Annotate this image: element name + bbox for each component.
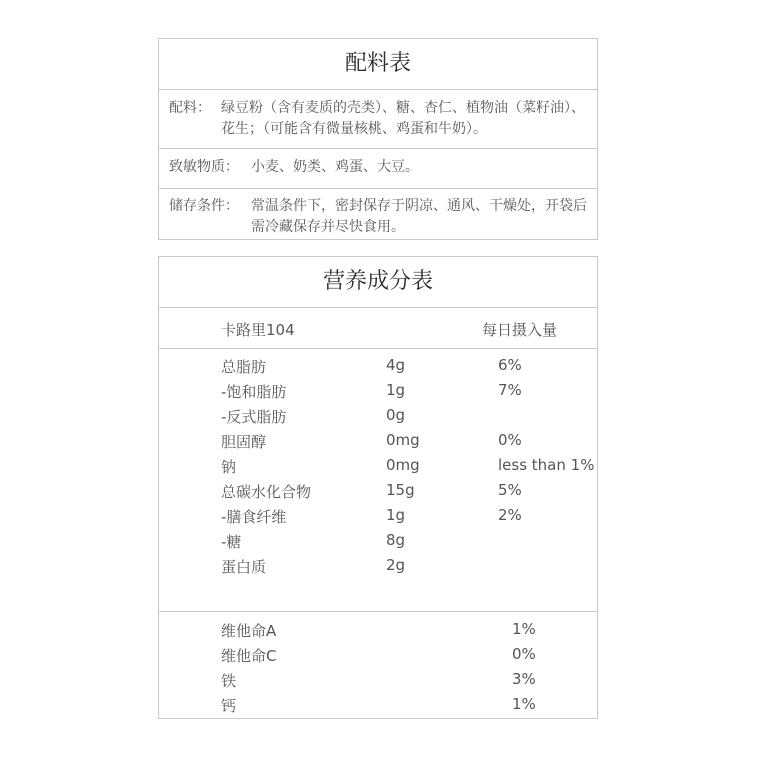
- nutrient-row: [159, 506, 597, 531]
- nutrient-percent: 0%: [498, 431, 522, 449]
- nutrient-percent: 2%: [498, 506, 522, 524]
- nutrient-row: [159, 431, 597, 456]
- nutrient-row: [159, 531, 597, 556]
- vitamin-percent: 1%: [512, 695, 536, 713]
- vitamin-row: [159, 620, 597, 645]
- nutrient-amount: 8g: [386, 531, 406, 549]
- vitamin-percent: 1%: [512, 620, 536, 638]
- nutrient-row: [159, 556, 597, 581]
- nutrient-row: [159, 406, 597, 431]
- ingredients-label: 配料：: [169, 100, 211, 116]
- ingredients-value: 绿豆粉（含有麦质的壳类）、糖、杏仁、植物油（菜籽油）、花生；（可能含有微量核桃、鸡蛋和牛奶）。: [221, 100, 585, 137]
- nutrient-name: 胆固醇: [221, 433, 267, 451]
- nutrient-row: [159, 481, 597, 506]
- vitamin-row: [159, 670, 597, 695]
- nutrient-amount: 1g: [386, 381, 406, 399]
- nutrient-name: -反式脂肪: [221, 408, 287, 426]
- allergens-label: 致敏物质：: [169, 159, 239, 175]
- allergens-value: 小麦、奶类、鸡蛋、大豆。: [251, 159, 419, 175]
- nutrition-title: 营养成分表: [159, 257, 597, 308]
- nutrient-percent: less than 1%: [498, 456, 595, 474]
- nutrient-name: -膳食纤维: [221, 508, 287, 526]
- nutrient-name: 总碳水化合物: [221, 483, 312, 501]
- nutrient-amount: 4g: [386, 356, 406, 374]
- nutrition-table: [158, 256, 598, 719]
- ingredients-table: [158, 38, 598, 240]
- vitamin-name: 铁: [221, 672, 237, 690]
- nutrient-name: -糖: [221, 533, 242, 551]
- nutrient-amount: 0mg: [386, 456, 420, 474]
- storage-row: [159, 189, 597, 238]
- allergens-row: [159, 149, 597, 189]
- nutrient-amount: 0mg: [386, 431, 420, 449]
- vitamin-name: 钙: [221, 697, 237, 715]
- nutrient-percent: 6%: [498, 356, 522, 374]
- calories-label: 卡路里104: [221, 321, 295, 339]
- daily-value-label: 每日摄入量: [482, 321, 558, 339]
- nutrient-row: [159, 456, 597, 481]
- nutrient-row: [159, 381, 597, 406]
- vitamin-percent: 0%: [512, 645, 536, 663]
- vitamin-name: 维他命A: [221, 622, 277, 640]
- nutrient-name: -饱和脂肪: [221, 383, 287, 401]
- ingredients-row: [159, 90, 597, 149]
- nutrient-list: [159, 349, 597, 612]
- nutrient-amount: 15g: [386, 481, 415, 499]
- storage-value: 常温条件下，密封保存于阴凉、通风、干燥处，开袋后需冷藏保存并尽快食用。: [251, 198, 587, 235]
- nutrient-name: 钠: [221, 458, 237, 476]
- vitamin-row: [159, 645, 597, 670]
- nutrient-name: 总脂肪: [221, 358, 267, 376]
- nutrient-amount: 1g: [386, 506, 406, 524]
- nutrient-amount: 2g: [386, 556, 406, 574]
- nutrient-percent: 5%: [498, 481, 522, 499]
- vitamin-row: [159, 695, 597, 720]
- nutrient-row: [159, 356, 597, 381]
- nutrient-name: 蛋白质: [221, 558, 267, 576]
- nutrient-amount: 0g: [386, 406, 406, 424]
- storage-label: 储存条件：: [169, 198, 239, 214]
- ingredients-title: 配料表: [159, 39, 597, 90]
- nutrient-percent: 7%: [498, 381, 522, 399]
- vitamin-percent: 3%: [512, 670, 536, 688]
- vitamin-name: 维他命C: [221, 647, 277, 665]
- nutrition-header-row: [159, 308, 597, 349]
- vitamin-list: [159, 612, 597, 720]
